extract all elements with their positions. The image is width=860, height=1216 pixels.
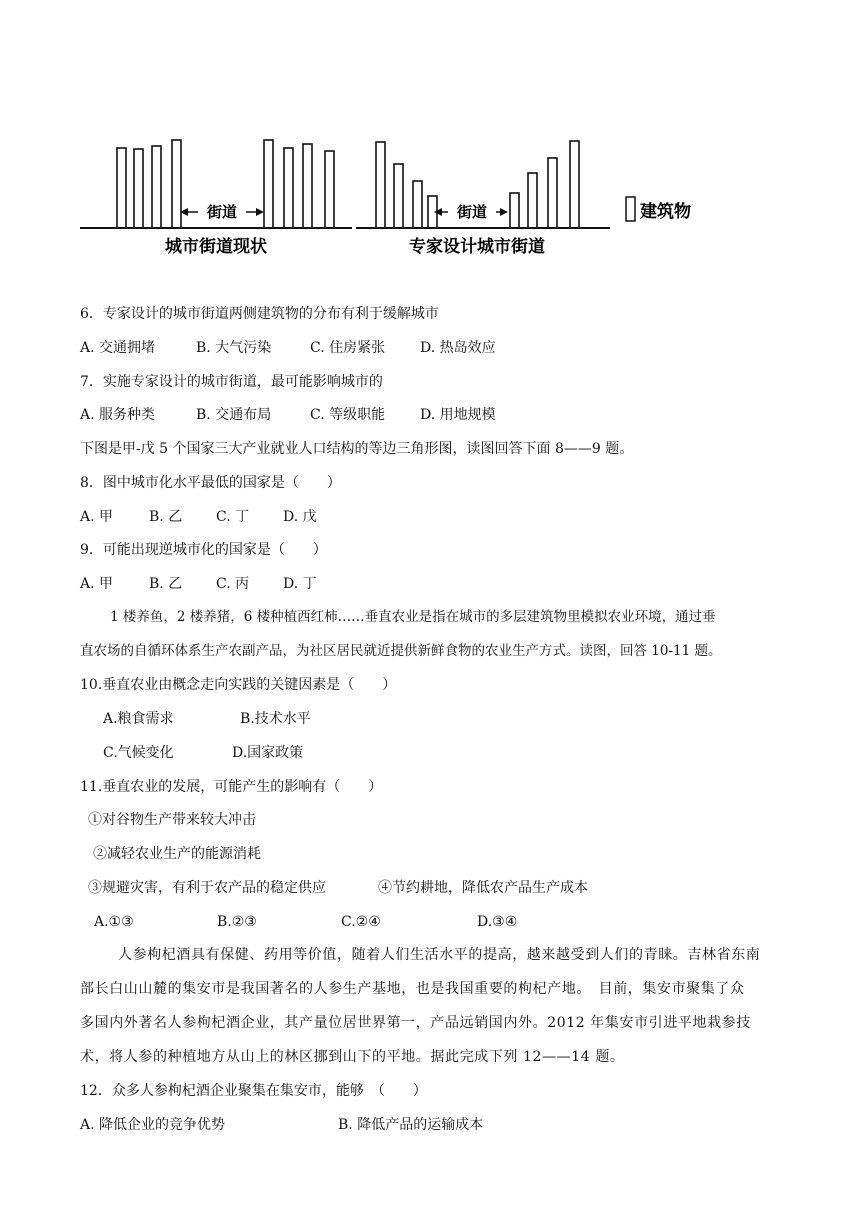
q10-option-c: C.气候变化 — [103, 745, 174, 761]
q6-option-d: D. 热岛效应 — [420, 340, 496, 356]
q12-option-a: A. 降低企业的竞争优势 — [80, 1117, 226, 1133]
left-street-arrow — [180, 203, 264, 221]
left-building-7 — [303, 144, 312, 228]
q11-stem: 11.垂直农业的发展，可能产生的影响有（ ） — [80, 779, 383, 795]
q12-stem: 12．众多人参枸杞酒企业聚集在集安市，能够 （ ） — [80, 1083, 427, 1099]
left-building-2 — [134, 149, 143, 228]
left-building-1 — [117, 148, 126, 228]
left-street-label: 街道 — [206, 203, 238, 221]
right-building-5 — [510, 193, 519, 228]
q11-item-3: ③规避灾害，有利于农产品的稳定供应 — [88, 880, 326, 896]
q7-option-d: D. 用地规模 — [420, 407, 496, 423]
left-building-4 — [172, 140, 181, 228]
left-building-5 — [264, 140, 273, 228]
q11-item-4: ④节约耕地，降低农产品生产成本 — [378, 880, 588, 896]
q10-option-d: D.国家政策 — [232, 745, 304, 761]
intro-8-9: 下图是甲-戊 5 个国家三大产业就业人口结构的等边三角形图，读图回答下面 8——9 题。 — [80, 441, 634, 457]
q8-option-d: D. 戊 — [283, 509, 317, 525]
q11-item-2: ②减轻农业生产的能源消耗 — [93, 846, 261, 862]
q10-option-b: B.技术水平 — [240, 711, 311, 727]
q11-option-b: B.②③ — [217, 914, 257, 930]
q12-option-b: B. 降低产品的运输成本 — [338, 1117, 484, 1133]
legend-label: 建筑物 — [640, 202, 691, 222]
q11-item-1: ①对谷物生产带来较大冲击 — [88, 812, 256, 828]
right-street-label: 街道 — [456, 203, 488, 221]
q10-option-a: A.粮食需求 — [103, 711, 174, 727]
q9-stem: 9．可能出现逆城市化的国家是（ ） — [80, 542, 327, 558]
q9-option-c: C. 丙 — [216, 576, 250, 592]
street-building-figure — [80, 84, 730, 264]
q6-option-b: B. 大气污染 — [196, 340, 272, 356]
legend-building-swatch — [626, 197, 635, 221]
q9-option-b: B. 乙 — [149, 576, 183, 592]
q10-stem: 10.垂直农业由概念走向实践的关键因素是（ ） — [80, 677, 397, 693]
right-panel-caption: 专家设计城市街道 — [409, 237, 545, 257]
right-building-1 — [376, 142, 385, 228]
left-building-3 — [152, 146, 161, 228]
right-building-8 — [570, 141, 579, 228]
right-building-3 — [413, 181, 422, 228]
right-building-2 — [394, 164, 403, 228]
q7-option-a: A. 服务种类 — [80, 407, 156, 423]
q7-option-b: B. 交通布局 — [196, 407, 272, 423]
left-panel-caption: 城市街道现状 — [165, 237, 267, 257]
q9-option-d: D. 丁 — [283, 576, 317, 592]
q11-option-c: C.②④ — [341, 914, 381, 930]
left-building-8 — [325, 151, 334, 228]
intro-12-14-line-1: 人参枸杞酒具有保健、药用等价值，随着人们生活水平的提高，越来越受到人们的青睐。吉林省东南 — [118, 947, 761, 963]
q7-stem: 7．实施专家设计的城市街道，最可能影响城市的 — [80, 374, 383, 390]
q8-option-a: A. 甲 — [80, 509, 114, 525]
q6-option-c: C. 住房紧张 — [310, 340, 386, 356]
q6-option-a: A. 交通拥堵 — [80, 340, 156, 356]
q8-option-c: C. 丁 — [216, 509, 250, 525]
left-building-6 — [284, 148, 293, 228]
intro-12-14-line-4: 术，将人参的种植地方从山上的林区挪到山下的平地。据此完成下列 12——14 题。 — [80, 1049, 625, 1065]
intro-10-11-line-2: 直农场的自循环体系生产农副产品，为社区居民就近提供新鲜食物的农业生产方式。读图，回答 10-11 题。 — [80, 643, 722, 659]
intro-12-14-line-3: 多国内外著名人参枸杞酒企业，其产量位居世界第一，产品远销国内外。2012 年集安市引进平地栽参技 — [80, 1015, 751, 1031]
right-building-7 — [548, 158, 557, 228]
right-building-6 — [528, 173, 537, 228]
q11-option-d: D.③④ — [477, 914, 518, 930]
q9-option-a: A. 甲 — [80, 576, 114, 592]
q6-stem: 6．专家设计的城市街道两侧建筑物的分布有利于缓解城市 — [80, 306, 439, 322]
intro-10-11-line-1: 1 楼养鱼，2 楼养猪，6 楼种植西红柿……垂直农业是指在城市的多层建筑物里模拟农业环境，通过垂 — [110, 609, 716, 625]
q11-option-a: A.①③ — [94, 914, 134, 930]
right-street-arrow — [434, 203, 508, 221]
q8-stem: 8．图中城市化水平最低的国家是（ ） — [80, 475, 341, 491]
q8-option-b: B. 乙 — [149, 509, 183, 525]
q7-option-c: C. 等级职能 — [310, 407, 386, 423]
intro-12-14-line-2: 部长白山山麓的集安市是我国著名的人参生产基地，也是我国重要的枸杞产地。 目前，集安市聚集了众 — [80, 981, 745, 997]
